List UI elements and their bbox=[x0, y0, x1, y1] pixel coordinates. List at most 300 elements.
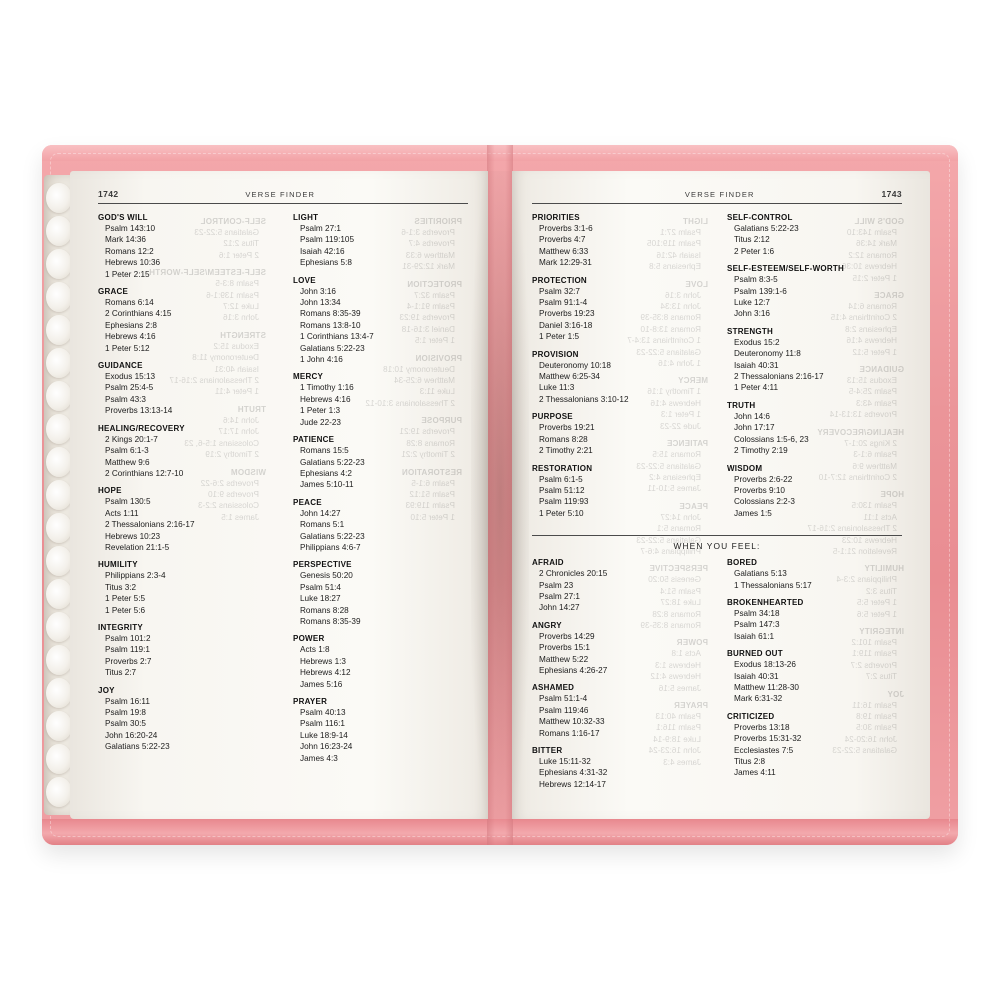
verse-reference: Matthew 6:25-34 bbox=[539, 372, 600, 382]
right-columns-top bbox=[532, 213, 902, 526]
verse-reference: 1 Peter 1:5 bbox=[414, 336, 455, 346]
verse-reference: Proverbs 3:1-6 bbox=[539, 224, 593, 233]
verse-reference: Luke 11:3 bbox=[419, 387, 455, 397]
verse-group-heading: SELF-ESTEEM/SELF-WORTH bbox=[148, 268, 266, 278]
verse-group bbox=[727, 264, 902, 320]
verse-reference: Psalm 130:5 bbox=[105, 497, 151, 507]
verse-reference: Romans 8:28 bbox=[652, 609, 701, 619]
verse-reference: 2 Corinthians 12:7-10 bbox=[105, 468, 184, 478]
verse-group-heading: LIGHT bbox=[682, 217, 708, 226]
verse-reference: John 17:17 bbox=[734, 423, 775, 433]
verse-reference: 1 Peter 4:11 bbox=[734, 383, 778, 393]
verse-reference: Psalm 147:3 bbox=[734, 620, 780, 630]
verse-reference: Psalm 6:1-3 bbox=[853, 450, 897, 460]
verse-group bbox=[727, 401, 902, 457]
verse-group bbox=[98, 361, 273, 417]
verse-reference: 2 Kings 20:1-7 bbox=[844, 438, 897, 448]
verse-reference: 2 Corinthians 12:7-10 bbox=[818, 472, 897, 482]
verse-reference: Psalm 119:46 bbox=[539, 705, 589, 715]
verse-reference: Matthew 6:25-34 bbox=[394, 376, 455, 386]
verse-reference: Psalm 30:5 bbox=[856, 723, 897, 733]
thumb-index-notch bbox=[46, 678, 72, 708]
verse-reference: Galatians 5:22-23 bbox=[832, 746, 897, 756]
verse-reference: Galatians 5:22-23 bbox=[636, 347, 701, 357]
verse-reference: 1 Peter 5:10 bbox=[410, 512, 455, 522]
verse-group-heading: POWER bbox=[293, 634, 325, 644]
thumb-index-notch bbox=[46, 645, 72, 675]
verse-reference: John 16:20-24 bbox=[105, 730, 158, 740]
verse-reference: 1 Corinthians 13:4-7 bbox=[627, 336, 701, 346]
verse-reference: Proverbs 19:21 bbox=[539, 423, 595, 433]
verse-reference: Romans 1:16-17 bbox=[539, 728, 600, 738]
verse-group bbox=[293, 498, 468, 554]
verse-reference: 2 Timothy 2:21 bbox=[539, 446, 593, 456]
right-running-head bbox=[532, 189, 902, 204]
verse-reference: Proverbs 2:6-22 bbox=[200, 478, 259, 488]
verse-reference: 2 Peter 1:6 bbox=[734, 246, 775, 256]
verse-reference: 2 Kings 20:1-7 bbox=[105, 434, 158, 444]
verse-reference: James 5:16 bbox=[300, 679, 343, 689]
verse-reference: Acts 1:11 bbox=[105, 508, 139, 518]
verse-reference: John 13:34 bbox=[300, 298, 341, 308]
verse-group-heading: HOPE bbox=[880, 490, 904, 500]
verse-reference: John 14:27 bbox=[300, 508, 341, 518]
verse-reference: Psalm 32:7 bbox=[539, 286, 580, 296]
verse-reference: Psalm 51:4 bbox=[300, 582, 341, 592]
verse-group-heading: HUMILITY bbox=[864, 564, 904, 574]
verse-group-heading: SELF-ESTEEM/SELF-WORTH bbox=[727, 264, 845, 274]
verse-reference: James 4:3 bbox=[663, 757, 701, 767]
verse-group-heading: BORED bbox=[727, 558, 758, 568]
verse-reference: Matthew 6:33 bbox=[539, 246, 589, 256]
verse-reference: Colossians 2:2-3 bbox=[198, 501, 259, 511]
verse-group bbox=[727, 598, 902, 642]
verse-reference: Galatians 5:22-23 bbox=[300, 457, 365, 467]
thumb-index-notch bbox=[46, 546, 72, 576]
verse-reference: Psalm 25:4-5 bbox=[105, 383, 154, 393]
verse-group bbox=[98, 424, 273, 480]
verse-group bbox=[532, 412, 707, 456]
verse-reference: 2 Thessalonians 3:10-12 bbox=[365, 398, 455, 408]
verse-reference: Exodus 15:2 bbox=[213, 341, 259, 351]
verse-group-heading: PEACE bbox=[679, 501, 708, 511]
verse-group-heading: ANGRY bbox=[532, 620, 562, 630]
right-running-head-title: VERSE FINDER bbox=[684, 190, 755, 199]
left-columns bbox=[98, 213, 468, 771]
verse-reference: Isaiah 42:16 bbox=[656, 250, 701, 260]
verse-reference: Psalm 6:1-3 bbox=[105, 446, 149, 456]
when-you-feel-heading: WHEN YOU FEEL: bbox=[532, 535, 902, 551]
verse-group-heading: STRENGTH bbox=[727, 326, 773, 336]
verse-reference: Hebrews 1:3 bbox=[300, 656, 346, 666]
verse-group bbox=[532, 558, 707, 614]
verse-reference: James 4:11 bbox=[734, 768, 776, 778]
verse-reference: 2 Timothy 2:19 bbox=[205, 450, 259, 460]
verse-reference: Daniel 3:16-18 bbox=[539, 320, 593, 330]
verse-group-heading: TRUTH bbox=[727, 400, 756, 410]
verse-reference: Psalm 119:1 bbox=[852, 649, 897, 659]
verse-column bbox=[532, 213, 717, 526]
verse-reference: Genesis 50:20 bbox=[300, 571, 353, 581]
verse-group-heading: GUIDANCE bbox=[98, 361, 143, 371]
verse-group-heading: STRENGTH bbox=[220, 330, 266, 340]
verse-group-heading: JOY bbox=[887, 689, 904, 699]
verse-reference: Psalm 119:105 bbox=[300, 235, 355, 245]
verse-reference: Colossians 1:5-6, 23 bbox=[734, 434, 809, 444]
verse-group-heading: AFRAID bbox=[532, 558, 564, 568]
verse-reference: Deuteronomy 10:18 bbox=[383, 364, 455, 374]
verse-group-heading: WISDOM bbox=[727, 463, 763, 473]
verse-reference: Psalm 16:11 bbox=[852, 700, 897, 710]
verse-reference: Galatians 5:22-23 bbox=[300, 343, 365, 353]
verse-group-heading: PROTECTION bbox=[532, 275, 587, 285]
verse-reference: Romans 12:2 bbox=[105, 246, 154, 256]
verse-reference: Romans 12:2 bbox=[848, 250, 897, 260]
verse-reference: Psalm 139:1-6 bbox=[206, 290, 259, 300]
verse-reference: Hebrews 12:14-17 bbox=[539, 779, 606, 789]
verse-group-heading: HOPE bbox=[98, 486, 122, 496]
verse-reference: 1 Peter 2:15 bbox=[105, 269, 150, 279]
verse-reference: Daniel 3:16-18 bbox=[401, 324, 455, 334]
verse-reference: 2 Chronicles 20:15 bbox=[539, 569, 608, 579]
verse-group bbox=[293, 435, 468, 491]
verse-group-heading: HEALING/RECOVERY bbox=[817, 427, 904, 437]
verse-reference: 2 Corinthians 4:15 bbox=[830, 313, 897, 323]
verse-reference: 1 Peter 1:3 bbox=[660, 410, 701, 420]
verse-reference: Psalm 130:5 bbox=[851, 501, 897, 511]
verse-reference: Proverbs 4:7 bbox=[539, 235, 586, 245]
verse-reference: Proverbs 19:21 bbox=[399, 427, 455, 437]
verse-group bbox=[98, 287, 273, 354]
verse-reference: 2 Timothy 2:19 bbox=[734, 446, 788, 456]
verse-reference: Psalm 91:1-4 bbox=[406, 302, 455, 312]
right-columns-bottom bbox=[532, 558, 902, 797]
verse-reference: Exodus 18:13-26 bbox=[734, 660, 796, 670]
thumb-index-notch bbox=[46, 579, 72, 609]
verse-group-heading: PRAYER bbox=[293, 697, 328, 706]
verse-reference: Psalm 116:1 bbox=[300, 719, 345, 729]
verse-group bbox=[532, 350, 707, 406]
verse-reference: John 14:6 bbox=[734, 411, 770, 421]
verse-reference: Romans 8:35-39 bbox=[300, 616, 361, 626]
thumb-index-notch bbox=[46, 513, 72, 543]
verse-reference: 1 Thessalonians 5:17 bbox=[734, 580, 812, 590]
verse-reference: Exodus 15:13 bbox=[846, 376, 897, 386]
thumb-index-notch bbox=[46, 282, 72, 312]
verse-column bbox=[717, 213, 902, 526]
verse-reference: Titus 2:8 bbox=[734, 757, 766, 766]
verse-reference: Hebrews 4:16 bbox=[846, 336, 897, 346]
verse-reference: Galatians 5:13 bbox=[734, 569, 787, 579]
left-page-number: 1742 bbox=[98, 189, 119, 199]
verse-group bbox=[293, 372, 468, 428]
verse-reference: Psalm 23 bbox=[539, 580, 574, 590]
verse-reference: Isaiah 40:31 bbox=[214, 364, 259, 374]
verse-reference: Luke 12:7 bbox=[223, 302, 259, 312]
verse-reference: Isaiah 42:16 bbox=[300, 246, 345, 256]
verse-reference: Hebrews 4:16 bbox=[105, 332, 156, 342]
verse-reference: Acts 1:8 bbox=[300, 645, 330, 655]
verse-reference: Jude 22-23 bbox=[300, 417, 341, 427]
verse-group-heading: SELF-CONTROL bbox=[727, 213, 793, 222]
verse-reference: James 5:16 bbox=[658, 683, 701, 693]
verse-reference: Proverbs 15:31-32 bbox=[734, 734, 802, 744]
verse-reference: James 5:10-11 bbox=[647, 484, 701, 494]
verse-reference: 2 Thessalonians 2:16-17 bbox=[169, 376, 259, 386]
verse-group bbox=[293, 276, 468, 366]
verse-reference: Matthew 9:6 bbox=[105, 457, 150, 467]
verse-reference: Psalm 27:1 bbox=[660, 228, 701, 237]
verse-reference: Psalm 91:1-4 bbox=[539, 298, 588, 308]
verse-reference: Psalm 16:11 bbox=[105, 696, 150, 706]
verse-reference: 2 Thessalonians 2:16-17 bbox=[807, 524, 897, 534]
verse-reference: James 4:3 bbox=[300, 753, 338, 763]
verse-reference: Isaiah 40:31 bbox=[734, 671, 779, 681]
verse-reference: Acts 1:8 bbox=[671, 649, 701, 659]
verse-group-heading: RESTORATION bbox=[532, 463, 593, 473]
verse-column bbox=[98, 213, 283, 771]
verse-reference: Matthew 5:22 bbox=[539, 654, 589, 664]
verse-group-heading: LOVE bbox=[293, 275, 316, 285]
verse-reference: 2 Corinthians 4:15 bbox=[105, 309, 172, 319]
verse-reference: John 13:34 bbox=[660, 302, 701, 312]
verse-reference: Psalm 143:10 bbox=[846, 228, 897, 237]
verse-group-heading: GUIDANCE bbox=[859, 365, 904, 375]
verse-reference: Luke 11:3 bbox=[539, 383, 575, 393]
verse-reference: 2 Timothy 2:21 bbox=[401, 450, 455, 460]
verse-reference: 1 Peter 2:15 bbox=[852, 273, 897, 283]
verse-reference: Ephesians 4:26-27 bbox=[539, 665, 608, 675]
verse-group-heading: MERCY bbox=[293, 372, 324, 382]
verse-reference: Psalm 25:4-5 bbox=[848, 387, 897, 397]
verse-group-heading: PRIORITIES bbox=[532, 213, 580, 222]
verse-group bbox=[532, 621, 707, 677]
verse-reference: Psalm 51:12 bbox=[539, 485, 585, 495]
verse-reference: Romans 8:28 bbox=[406, 438, 455, 448]
verse-group-heading: PATIENCE bbox=[666, 439, 708, 449]
verse-reference: Mark 14:36 bbox=[856, 239, 897, 249]
verse-reference: Acts 1:11 bbox=[863, 512, 897, 522]
verse-reference: Psalm 19:8 bbox=[856, 712, 897, 721]
verse-group-heading: PEACE bbox=[293, 497, 322, 507]
verse-reference: 1 Peter 5:6 bbox=[856, 609, 897, 619]
verse-reference: Romans 13:8-10 bbox=[300, 320, 361, 330]
verse-reference: Philippians 2:3-4 bbox=[105, 571, 166, 581]
verse-reference: John 14:27 bbox=[660, 512, 701, 522]
verse-reference: Luke 18:9-14 bbox=[653, 734, 701, 744]
verse-reference: Hebrews 10:36 bbox=[841, 262, 897, 272]
verse-group-heading: HUMILITY bbox=[98, 560, 138, 570]
verse-group-heading: PROVISION bbox=[415, 353, 462, 363]
verse-group-heading: BURNED OUT bbox=[727, 649, 783, 659]
verse-reference: Romans 5:1 bbox=[300, 520, 345, 530]
verse-group bbox=[293, 560, 468, 627]
verse-reference: Psalm 8:3-5 bbox=[215, 279, 259, 289]
right-page bbox=[512, 171, 930, 819]
verse-group bbox=[293, 697, 468, 764]
verse-reference: Exodus 15:2 bbox=[734, 337, 780, 347]
verse-reference: Psalm 19:8 bbox=[105, 708, 146, 717]
verse-reference: Proverbs 3:1-6 bbox=[401, 228, 455, 237]
verse-reference: Psalm 119:93 bbox=[405, 501, 455, 511]
verse-group bbox=[532, 683, 707, 739]
verse-reference: John 14:27 bbox=[539, 603, 580, 613]
verse-group-heading: PROTECTION bbox=[407, 279, 462, 289]
verse-reference: Romans 8:28 bbox=[539, 434, 588, 444]
verse-reference: Galatians 5:22-23 bbox=[636, 535, 701, 545]
verse-reference: Psalm 139:1-6 bbox=[734, 286, 787, 296]
verse-group-heading: SELF-CONTROL bbox=[200, 217, 266, 226]
verse-reference: Psalm 143:10 bbox=[105, 224, 156, 233]
verse-reference: 1 John 4:16 bbox=[300, 355, 343, 365]
verse-reference: Romans 8:28 bbox=[300, 605, 349, 615]
verse-reference: Psalm 119:105 bbox=[646, 239, 701, 249]
verse-reference: 1 Timothy 1:16 bbox=[300, 383, 354, 393]
verse-group-heading: POWER bbox=[676, 638, 708, 648]
verse-reference: Psalm 8:3-5 bbox=[734, 275, 778, 285]
verse-reference: Romans 13:8-10 bbox=[640, 324, 701, 334]
verse-reference: Proverbs 2:7 bbox=[105, 656, 152, 666]
verse-group bbox=[98, 560, 273, 616]
verse-group-heading: GRACE bbox=[98, 287, 129, 297]
verse-reference: Proverbs 13:13-14 bbox=[829, 410, 897, 420]
thumb-index-notch bbox=[46, 216, 72, 246]
verse-reference: Mark 14:36 bbox=[105, 235, 146, 245]
verse-reference: Psalm 43:3 bbox=[856, 398, 897, 408]
page-block bbox=[70, 171, 930, 819]
verse-reference: Ephesians 4:2 bbox=[300, 468, 352, 478]
thumb-index-notch bbox=[46, 381, 72, 411]
verse-reference: John 16:23-24 bbox=[300, 742, 353, 752]
right-page-content bbox=[532, 189, 902, 803]
verse-group-heading: PERSPECTIVE bbox=[649, 564, 708, 574]
verse-reference: 1 Peter 5:6 bbox=[105, 605, 146, 615]
verse-column bbox=[717, 558, 902, 797]
verse-reference: Philippians 4:6-7 bbox=[640, 546, 701, 556]
verse-reference: Deuteronomy 11:8 bbox=[192, 353, 259, 363]
verse-reference: 1 Peter 1:5 bbox=[539, 332, 580, 342]
left-page bbox=[70, 171, 488, 819]
verse-group-heading: BROKENHEARTED bbox=[727, 597, 804, 607]
verse-reference: Proverbs 13:18 bbox=[734, 722, 790, 732]
verse-column bbox=[532, 558, 717, 797]
verse-reference: Psalm 119:93 bbox=[539, 497, 589, 507]
verse-reference: John 3:16 bbox=[300, 286, 336, 296]
left-running-head bbox=[98, 189, 468, 204]
verse-reference: Luke 18:27 bbox=[660, 598, 701, 608]
verse-reference: Ephesians 4:2 bbox=[649, 472, 701, 482]
verse-reference: Proverbs 9:10 bbox=[734, 485, 785, 495]
verse-reference: Psalm 116:1 bbox=[656, 723, 701, 733]
verse-reference: James 5:10-11 bbox=[300, 480, 354, 490]
verse-group bbox=[727, 213, 902, 257]
verse-group-heading: INTEGRITY bbox=[859, 626, 904, 636]
thumb-index-notch bbox=[46, 480, 72, 510]
thumb-index-notch bbox=[46, 414, 72, 444]
verse-group-heading: GRACE bbox=[873, 291, 904, 301]
verse-reference: Mark 12:29-31 bbox=[402, 262, 455, 272]
verse-reference: Matthew 6:33 bbox=[405, 250, 455, 260]
verse-reference: Romans 5:1 bbox=[656, 524, 701, 534]
verse-reference: 1 Peter 5:5 bbox=[105, 594, 146, 604]
verse-group bbox=[532, 213, 707, 269]
verse-reference: Hebrews 10:23 bbox=[841, 535, 897, 545]
verse-reference: Psalm 40:13 bbox=[300, 708, 346, 717]
verse-reference: Ephesians 2:8 bbox=[845, 324, 897, 334]
verse-reference: Hebrews 4:12 bbox=[650, 672, 701, 682]
verse-reference: Galatians 5:22-23 bbox=[300, 531, 365, 541]
verse-reference: Hebrews 4:12 bbox=[300, 668, 351, 678]
verse-reference: Proverbs 19:23 bbox=[399, 313, 455, 323]
verse-group bbox=[98, 686, 273, 753]
verse-reference: Galatians 5:22-23 bbox=[194, 228, 259, 237]
verse-reference: Revelation 21:1-5 bbox=[105, 542, 170, 552]
verse-reference: 1 Peter 5:12 bbox=[105, 343, 150, 353]
verse-reference: Revelation 21:1-5 bbox=[832, 546, 897, 556]
verse-reference: Ephesians 5:8 bbox=[649, 262, 701, 272]
verse-group-heading: ASHAMED bbox=[532, 683, 575, 693]
verse-reference: John 3:16 bbox=[665, 290, 701, 300]
verse-reference: Ephesians 2:8 bbox=[105, 320, 157, 330]
verse-group-heading: BITTER bbox=[532, 746, 563, 755]
verse-reference: Romans 8:35-39 bbox=[640, 620, 701, 630]
verse-reference: Titus 2:7 bbox=[105, 668, 137, 678]
verse-group-heading: LIGHT bbox=[293, 213, 319, 222]
verse-group bbox=[727, 464, 902, 520]
verse-reference: 2 Thessalonians 2:16-17 bbox=[734, 372, 824, 382]
verse-group bbox=[98, 486, 273, 553]
verse-reference: Mark 6:31-32 bbox=[734, 694, 783, 704]
verse-reference: Psalm 27:1 bbox=[300, 224, 341, 233]
verse-group bbox=[727, 558, 902, 591]
verse-reference: Genesis 50:20 bbox=[648, 575, 701, 585]
verse-reference: 1 Peter 4:11 bbox=[215, 387, 259, 397]
verse-group bbox=[532, 464, 707, 520]
open-book bbox=[42, 145, 958, 845]
verse-reference: John 3:16 bbox=[734, 309, 770, 319]
verse-reference: Deuteronomy 10:18 bbox=[539, 360, 611, 370]
verse-group bbox=[293, 213, 468, 269]
verse-reference: Titus 3:2 bbox=[865, 586, 897, 596]
verse-reference: Titus 2:12 bbox=[223, 239, 259, 249]
verse-group-heading: RESTORATION bbox=[401, 467, 462, 477]
verse-reference: Psalm 43:3 bbox=[105, 394, 146, 404]
verse-reference: Proverbs 4:7 bbox=[408, 239, 455, 249]
verse-reference: 1 Timothy 1:16 bbox=[647, 387, 701, 397]
verse-reference: Psalm 101:2 bbox=[105, 633, 151, 643]
verse-reference: Psalm 27:1 bbox=[539, 591, 580, 601]
verse-reference: Romans 8:35-39 bbox=[300, 309, 361, 319]
verse-group-heading: LOVE bbox=[685, 279, 708, 289]
verse-reference: Matthew 9:6 bbox=[852, 461, 897, 471]
verse-reference: Deuteronomy 11:8 bbox=[734, 349, 801, 359]
verse-group-heading: PERSPECTIVE bbox=[293, 560, 352, 570]
verse-group-heading: PURPOSE bbox=[532, 412, 573, 422]
verse-reference: Psalm 101:2 bbox=[851, 637, 897, 647]
verse-reference: Philippians 4:6-7 bbox=[300, 542, 361, 552]
verse-reference: 1 John 4:16 bbox=[658, 359, 701, 369]
verse-group-heading: PRAYER bbox=[673, 701, 708, 710]
thumb-index-notch bbox=[46, 315, 72, 345]
verse-reference: 2 Thessalonians 3:10-12 bbox=[539, 394, 629, 404]
verse-reference: Proverbs 14:29 bbox=[539, 631, 595, 641]
left-running-head-title: VERSE FINDER bbox=[245, 190, 316, 199]
thumb-index-notch bbox=[46, 249, 72, 279]
verse-group bbox=[532, 276, 707, 343]
thumb-index-notch bbox=[46, 348, 72, 378]
verse-group-heading: MERCY bbox=[677, 376, 708, 386]
thumb-index-notch bbox=[46, 447, 72, 477]
